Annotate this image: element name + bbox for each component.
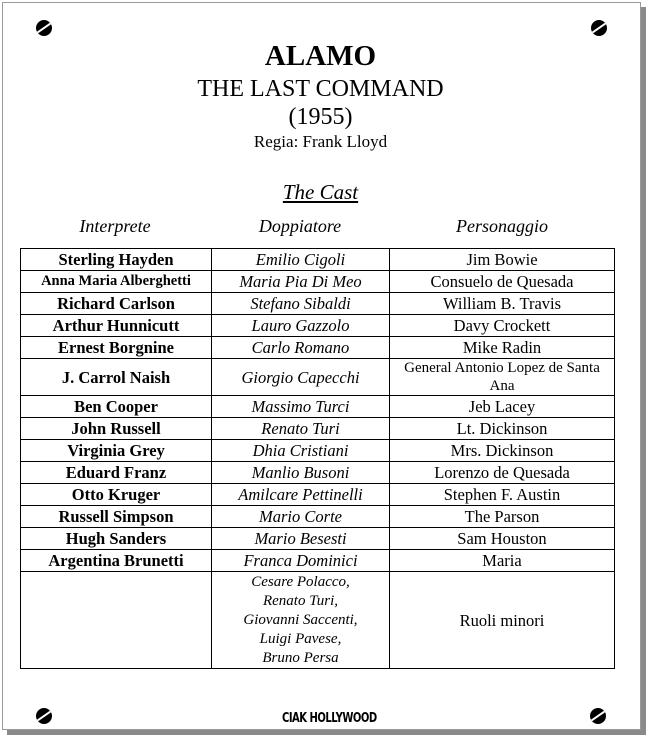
film-year: (1955) <box>288 104 353 130</box>
dubber-cell: Franca Dominici <box>212 550 390 572</box>
table-row <box>21 293 615 315</box>
minor-dubbers-cell <box>212 572 390 669</box>
actor-cell: Eduard Franz <box>21 462 212 484</box>
table-row <box>21 271 615 293</box>
character-cell: Jeb Lacey <box>390 396 615 418</box>
table-row <box>21 315 615 337</box>
actor-cell: Richard Carlson <box>21 293 212 315</box>
table-row <box>21 359 615 396</box>
dubber-cell: Mario Besesti <box>212 528 390 550</box>
screw-icon <box>36 20 52 36</box>
dubber-cell: Giorgio Capecchi <box>212 359 390 396</box>
film-subtitle: THE LAST COMMAND <box>197 76 444 102</box>
ciak-hollywood-logo: CIAK HOLLYWOOD <box>282 711 377 726</box>
actor-cell: Virginia Grey <box>21 440 212 462</box>
actor-cell: Ben Cooper <box>21 396 212 418</box>
actor-cell: Argentina Brunetti <box>21 550 212 572</box>
table-row <box>21 462 615 484</box>
actor-cell: Arthur Hunnicutt <box>21 315 212 337</box>
table-row <box>21 396 615 418</box>
dubber-cell: Massimo Turci <box>212 396 390 418</box>
actor-cell: John Russell <box>21 418 212 440</box>
actor-cell <box>21 572 212 669</box>
character-cell: Jim Bowie <box>390 249 615 271</box>
character-cell: Davy Crockett <box>390 315 615 337</box>
table-row <box>21 249 615 271</box>
actor-cell: Ernest Borgnine <box>21 337 212 359</box>
column-header-actor: Interprete <box>79 216 151 236</box>
table-row-minor-roles <box>21 572 615 669</box>
actor-cell: Russell Simpson <box>21 506 212 528</box>
character-cell: Mrs. Dickinson <box>390 440 615 462</box>
character-cell: Sam Houston <box>390 528 615 550</box>
dubber-name: Giovanni Saccenti, <box>243 611 358 628</box>
screw-icon <box>591 20 607 36</box>
director-credit: Regia: Frank Lloyd <box>253 132 388 151</box>
table-row <box>21 484 615 506</box>
dubber-cell: Carlo Romano <box>212 337 390 359</box>
dubber-cell: Stefano Sibaldi <box>212 293 390 315</box>
table-row <box>21 506 615 528</box>
column-header-dubber: Doppiatore <box>258 216 342 236</box>
character-cell: Consuelo de Quesada <box>390 271 615 293</box>
dubber-cell: Emilio Cigoli <box>212 249 390 271</box>
dubber-cell: Lauro Gazzolo <box>212 315 390 337</box>
character-cell: Ruoli minori <box>390 572 615 669</box>
table-row <box>21 440 615 462</box>
dubber-cell: Manlio Busoni <box>212 462 390 484</box>
character-cell: Maria <box>390 550 615 572</box>
dubber-name: Renato Turi, <box>262 592 338 609</box>
dubber-name: Bruno Persa <box>262 649 339 666</box>
table-row <box>21 550 615 572</box>
character-cell: Mike Radin <box>390 337 615 359</box>
film-title: ALAMO <box>264 40 377 72</box>
character-cell: Stephen F. Austin <box>390 484 615 506</box>
dubber-cell: Renato Turi <box>212 418 390 440</box>
column-header-character: Personaggio <box>456 216 548 236</box>
character-cell: Lt. Dickinson <box>390 418 615 440</box>
dubber-cell: Mario Corte <box>212 506 390 528</box>
section-title: The Cast <box>282 180 359 204</box>
character-cell: General Antonio Lopez de Santa Ana <box>390 359 615 396</box>
dubber-name: Luigi Pavese, <box>259 630 342 647</box>
actor-cell: Hugh Sanders <box>21 528 212 550</box>
character-cell: William B. Travis <box>390 293 615 315</box>
table-row <box>21 528 615 550</box>
character-cell: The Parson <box>390 506 615 528</box>
dubber-cell: Amilcare Pettinelli <box>212 484 390 506</box>
table-row <box>21 418 615 440</box>
dubber-cell: Dhia Cristiani <box>212 440 390 462</box>
dubber-name: Cesare Polacco, <box>251 573 350 590</box>
dubber-cell: Maria Pia Di Meo <box>212 271 390 293</box>
screw-icon <box>590 708 606 724</box>
actor-cell: Otto Kruger <box>21 484 212 506</box>
cast-table <box>20 248 615 669</box>
actor-cell: J. Carrol Naish <box>21 359 212 396</box>
character-cell: Lorenzo de Quesada <box>390 462 615 484</box>
table-row <box>21 337 615 359</box>
actor-cell: Sterling Hayden <box>21 249 212 271</box>
actor-cell: Anna Maria Alberghetti <box>21 271 212 293</box>
screw-icon <box>36 708 52 724</box>
